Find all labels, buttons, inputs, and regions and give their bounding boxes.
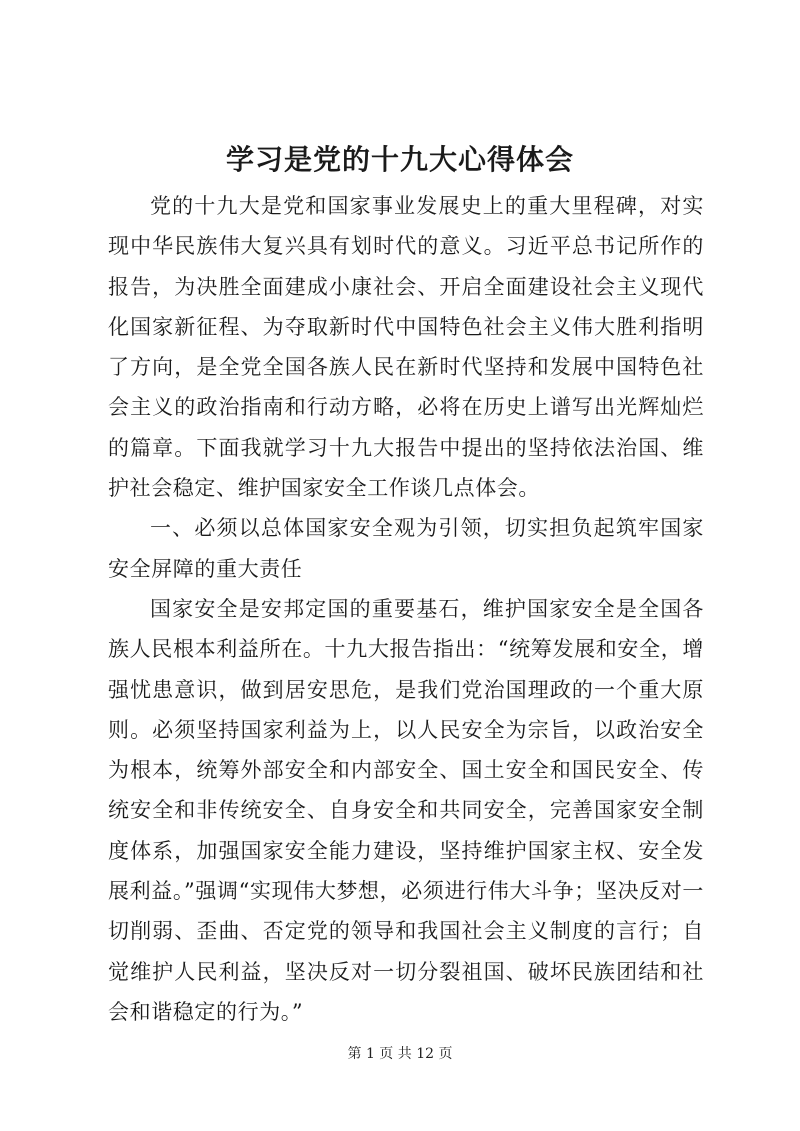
document-title: 学习是党的十九大心得体会 — [225, 143, 574, 176]
page-footer: 第 1 页 共 12 页 — [347, 1046, 453, 1062]
document-body — [108, 186, 704, 1032]
paragraph-national-security: 国家安全是安邦定国的重要基石，维护国家安全是全国各族人民根本利益所在。十九大报告指出：“统筹发展和安全，增强忧患意识，做到居安思危，是我们党治国理政的一个重大原则。必须坚持国家利益为上，以人民安全为宗旨，以政治安全为根本，统筹外部安全和内部安全、国土安全和国民安全、传统安全和非传统安全、自身安全和共同安全，完善国家安全制度体系，加强国家安全能力建设，坚持维护国家主权、安全发展利益。”强调“实现伟大梦想，必须进行伟大斗争；坚决反对一切削弱、歪曲、否定党的领导和我国社会主义制度的言行；自觉维护人民利益，坚决反对一切分裂祖国、破坏民族团结和社会和谐稳定的行为。” — [108, 596, 704, 1024]
paragraph-section-heading: 一、必须以总体国家安全观为引领，切实担负起筑牢国家安全屏障的重大责任 — [108, 516, 704, 581]
paragraph-intro: 党的十九大是党和国家事业发展史上的重大里程碑，对实现中华民族伟大复兴具有划时代的意义。习近平总书记所作的报告，为决胜全面建成小康社会、开启全面建设社会主义现代化国家新征程、为夺取新时代中国特色社会主义伟大胜利指明了方向，是全党全国各族人民在新时代坚持和发展中国特色社会主义的政治指南和行动方略，必将在历史上谱写出光辉灿烂的篇章。下面我就学习十九大报告中提出的坚持依法治国、维护社会稳定、维护国家安全工作谈几点体会。 — [108, 194, 704, 501]
